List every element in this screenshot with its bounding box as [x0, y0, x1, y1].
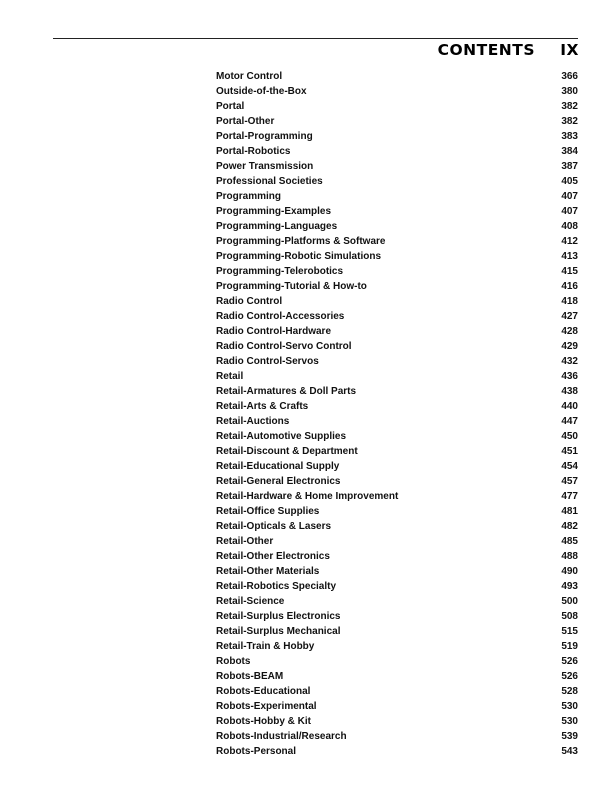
- toc-entry-title: Retail-Other Electronics: [216, 551, 330, 562]
- toc-entry-page: 405: [561, 176, 578, 187]
- toc-entry: [216, 729, 578, 744]
- toc-entry-title: Retail: [216, 371, 244, 382]
- toc-entry-page: 438: [561, 386, 578, 397]
- toc-entry-title: Robots-BEAM: [216, 671, 284, 682]
- toc-entry: [216, 369, 578, 384]
- toc-entry-page: 366: [561, 71, 578, 82]
- toc-entry-title: Retail-Educational Supply: [216, 461, 340, 472]
- toc-entry: [216, 204, 578, 219]
- toc-entry-page: 450: [561, 431, 578, 442]
- toc-entry: [216, 129, 578, 144]
- page-number: IX: [560, 41, 579, 59]
- toc-entry-title: Robots-Experimental: [216, 701, 317, 712]
- toc-entry-page: 500: [561, 596, 578, 607]
- toc-entry: [216, 699, 578, 714]
- toc-entry-page: 436: [561, 371, 578, 382]
- toc-entry-page: 454: [561, 461, 578, 472]
- toc-entry-page: 515: [561, 626, 578, 637]
- toc-entry-title: Retail-Science: [216, 596, 285, 607]
- toc-entry-title: Retail-Other: [216, 536, 274, 547]
- toc-entry-title: Retail-Other Materials: [216, 566, 320, 577]
- toc-entry-title: Portal-Other: [216, 116, 275, 127]
- toc-entry: [216, 159, 578, 174]
- toc-entry-title: Retail-Train & Hobby: [216, 641, 315, 652]
- toc-entry: [216, 399, 578, 414]
- toc-entry-title: Radio Control-Hardware: [216, 326, 332, 337]
- toc-entry-page: 416: [561, 281, 578, 292]
- toc-entry-title: Retail-Auctions: [216, 416, 290, 427]
- toc-entry-page: 418: [561, 296, 578, 307]
- toc-entry-title: Retail-Office Supplies: [216, 506, 320, 517]
- toc-entry-title: Radio Control: [216, 296, 283, 307]
- toc-entry-title: Robots: [216, 656, 251, 667]
- toc-entry-title: Programming-Examples: [216, 206, 332, 217]
- toc-entry: [216, 264, 578, 279]
- toc-entry-page: 407: [561, 206, 578, 217]
- toc-entry-title: Retail-Surplus Electronics: [216, 611, 341, 622]
- toc-entry: [216, 429, 578, 444]
- toc-entry: [216, 354, 578, 369]
- toc-entry: [216, 279, 578, 294]
- toc-entry-title: Robots-Hobby & Kit: [216, 716, 311, 727]
- toc-entry-page: 477: [561, 491, 578, 502]
- toc-entry: [216, 744, 578, 759]
- toc-entry-page: 508: [561, 611, 578, 622]
- toc-entry-title: Outside-of-the-Box: [216, 86, 307, 97]
- toc-entry-title: Portal: [216, 101, 245, 112]
- toc-entry-page: 432: [561, 356, 578, 367]
- toc-entry-title: Portal-Robotics: [216, 146, 291, 157]
- toc-entry: [216, 174, 578, 189]
- toc-entry-title: Retail-Automotive Supplies: [216, 431, 347, 442]
- toc-entry-page: 530: [561, 716, 578, 727]
- toc-entry: [216, 114, 578, 129]
- toc-entry-page: 384: [561, 146, 578, 157]
- toc-entry: [216, 594, 578, 609]
- toc-entry-page: 528: [561, 686, 578, 697]
- toc-entry-title: Programming-Platforms & Software: [216, 236, 386, 247]
- toc-entry-page: 519: [561, 641, 578, 652]
- toc-entry: [216, 189, 578, 204]
- toc-entry-title: Retail-Opticals & Lasers: [216, 521, 332, 532]
- toc-entry-title: Radio Control-Servos: [216, 356, 319, 367]
- toc-entry: [216, 579, 578, 594]
- toc-entry-page: 413: [561, 251, 578, 262]
- toc-entry-page: 380: [561, 86, 578, 97]
- toc-entry-page: 451: [561, 446, 578, 457]
- toc-entry: [216, 549, 578, 564]
- toc-entry-title: Power Transmission: [216, 161, 314, 172]
- toc-entry-page: 382: [561, 116, 578, 127]
- toc-entry-page: 488: [561, 551, 578, 562]
- toc-entry-title: Professional Societies: [216, 176, 323, 187]
- toc-entry: [216, 249, 578, 264]
- toc-entry: [216, 414, 578, 429]
- toc-entry-page: 485: [561, 536, 578, 547]
- toc-entry-page: 407: [561, 191, 578, 202]
- toc-entry-page: 447: [561, 416, 578, 427]
- toc-entry-title: Programming-Robotic Simulations: [216, 251, 382, 262]
- toc-entry: [216, 684, 578, 699]
- toc-entry-page: 429: [561, 341, 578, 352]
- toc-entry-page: 427: [561, 311, 578, 322]
- toc-entry-title: Retail-Discount & Department: [216, 446, 358, 457]
- toc-entry: [216, 69, 578, 84]
- toc-entry: [216, 234, 578, 249]
- toc-entry-title: Programming-Tutorial & How-to: [216, 281, 367, 292]
- toc-entry-page: 440: [561, 401, 578, 412]
- toc-entry-page: 481: [561, 506, 578, 517]
- toc-entry-title: Retail-General Electronics: [216, 476, 341, 487]
- toc-entry-page: 526: [561, 671, 578, 682]
- toc-entry: [216, 459, 578, 474]
- toc-entry: [216, 339, 578, 354]
- toc-entry-page: 490: [561, 566, 578, 577]
- page-title: CONTENTS: [437, 41, 535, 59]
- toc-entry: [216, 474, 578, 489]
- toc-entry-page: 539: [561, 731, 578, 742]
- toc-entry: [216, 564, 578, 579]
- toc-entry-page: 387: [561, 161, 578, 172]
- toc-entry-page: 493: [561, 581, 578, 592]
- toc-entry: [216, 84, 578, 99]
- toc-entry: [216, 144, 578, 159]
- toc-entry-page: 457: [561, 476, 578, 487]
- toc-entry: [216, 309, 578, 324]
- toc-entry: [216, 669, 578, 684]
- toc-entry-title: Retail-Armatures & Doll Parts: [216, 386, 357, 397]
- toc-entry-title: Retail-Arts & Crafts: [216, 401, 309, 412]
- toc-entry-title: Robots-Personal: [216, 746, 297, 757]
- header-rule: [53, 38, 578, 39]
- toc-entry-page: 408: [561, 221, 578, 232]
- toc-entry-page: 428: [561, 326, 578, 337]
- toc-entry: [216, 519, 578, 534]
- toc-entry-page: 412: [561, 236, 578, 247]
- toc-entry-page: 382: [561, 101, 578, 112]
- toc-entry-page: 526: [561, 656, 578, 667]
- toc-entry: [216, 384, 578, 399]
- toc-entry: [216, 324, 578, 339]
- toc-entry: [216, 219, 578, 234]
- toc-entry-title: Portal-Programming: [216, 131, 313, 142]
- toc-entry: [216, 639, 578, 654]
- toc-entry: [216, 489, 578, 504]
- toc-entry: [216, 714, 578, 729]
- toc-entry-title: Robots-Industrial/Research: [216, 731, 347, 742]
- toc-entry-title: Retail-Robotics Specialty: [216, 581, 337, 592]
- toc-entry-page: 482: [561, 521, 578, 532]
- toc-entry-title: Motor Control: [216, 71, 283, 82]
- toc-entry-title: Programming-Telerobotics: [216, 266, 344, 277]
- toc-entry-title: Robots-Educational: [216, 686, 311, 697]
- toc-entry: [216, 504, 578, 519]
- toc-entry: [216, 609, 578, 624]
- toc-entry-page: 530: [561, 701, 578, 712]
- toc-entry-title: Retail-Hardware & Home Improvement: [216, 491, 399, 502]
- toc-entry: [216, 654, 578, 669]
- toc-entry-page: 415: [561, 266, 578, 277]
- toc-entry-title: Retail-Surplus Mechanical: [216, 626, 341, 637]
- toc-entry-title: Programming-Languages: [216, 221, 338, 232]
- toc-entry: [216, 294, 578, 309]
- toc-entry-title: Programming: [216, 191, 282, 202]
- toc-entry: [216, 534, 578, 549]
- toc-entry-page: 543: [561, 746, 578, 757]
- toc-entry: [216, 99, 578, 114]
- toc-entry-page: 383: [561, 131, 578, 142]
- toc-entry-title: Radio Control-Servo Control: [216, 341, 352, 352]
- toc-entry: [216, 624, 578, 639]
- table-of-contents: [216, 69, 578, 759]
- toc-entry-title: Radio Control-Accessories: [216, 311, 345, 322]
- toc-entry: [216, 444, 578, 459]
